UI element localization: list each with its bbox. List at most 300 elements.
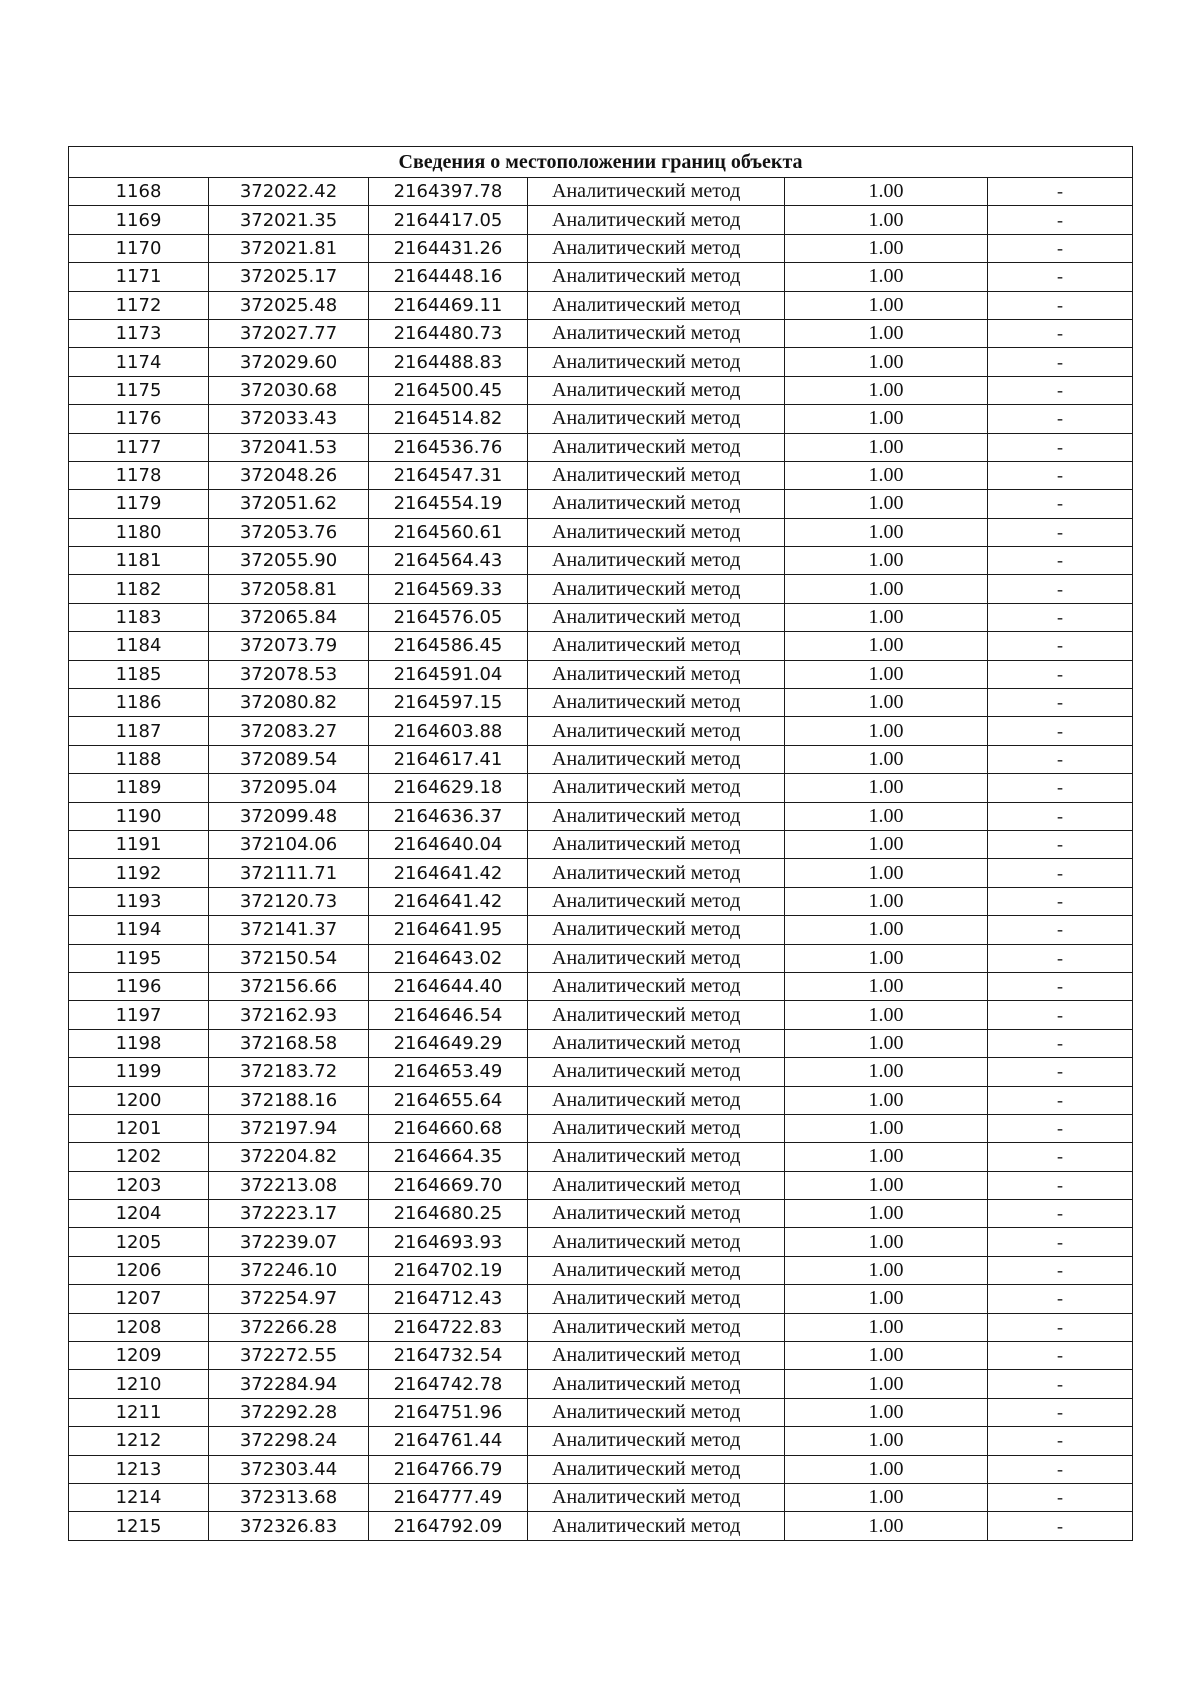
table-row bbox=[69, 206, 1133, 234]
point-number-cell: 1180 bbox=[69, 518, 209, 546]
description-cell: - bbox=[988, 1483, 1133, 1511]
description-cell: - bbox=[988, 887, 1133, 915]
method-cell: Аналитический метод bbox=[528, 178, 785, 206]
method-cell: Аналитический метод bbox=[528, 603, 785, 631]
y-coordinate-cell: 2164417.05 bbox=[369, 206, 528, 234]
table-row bbox=[69, 859, 1133, 887]
description-cell: - bbox=[988, 916, 1133, 944]
description-cell: - bbox=[988, 1058, 1133, 1086]
method-cell: Аналитический метод bbox=[528, 632, 785, 660]
accuracy-cell: 1.00 bbox=[785, 319, 988, 347]
point-number-cell: 1209 bbox=[69, 1342, 209, 1370]
point-number-cell: 1196 bbox=[69, 972, 209, 1000]
point-number-cell: 1212 bbox=[69, 1427, 209, 1455]
method-cell: Аналитический метод bbox=[528, 1114, 785, 1142]
method-cell: Аналитический метод bbox=[528, 348, 785, 376]
table-row bbox=[69, 490, 1133, 518]
point-number-cell: 1204 bbox=[69, 1200, 209, 1228]
description-cell: - bbox=[988, 972, 1133, 1000]
accuracy-cell: 1.00 bbox=[785, 1313, 988, 1341]
description-cell: - bbox=[988, 717, 1133, 745]
x-coordinate-cell: 372030.68 bbox=[209, 376, 369, 404]
x-coordinate-cell: 372083.27 bbox=[209, 717, 369, 745]
y-coordinate-cell: 2164693.93 bbox=[369, 1228, 528, 1256]
y-coordinate-cell: 2164646.54 bbox=[369, 1001, 528, 1029]
accuracy-cell: 1.00 bbox=[785, 178, 988, 206]
y-coordinate-cell: 2164792.09 bbox=[369, 1512, 528, 1540]
table-row bbox=[69, 972, 1133, 1000]
x-coordinate-cell: 372078.53 bbox=[209, 660, 369, 688]
point-number-cell: 1181 bbox=[69, 547, 209, 575]
y-coordinate-cell: 2164649.29 bbox=[369, 1029, 528, 1057]
y-coordinate-cell: 2164469.11 bbox=[369, 291, 528, 319]
y-coordinate-cell: 2164514.82 bbox=[369, 405, 528, 433]
y-coordinate-cell: 2164591.04 bbox=[369, 660, 528, 688]
x-coordinate-cell: 372073.79 bbox=[209, 632, 369, 660]
description-cell: - bbox=[988, 1313, 1133, 1341]
x-coordinate-cell: 372055.90 bbox=[209, 547, 369, 575]
point-number-cell: 1178 bbox=[69, 461, 209, 489]
accuracy-cell: 1.00 bbox=[785, 405, 988, 433]
point-number-cell: 1191 bbox=[69, 830, 209, 858]
x-coordinate-cell: 372025.48 bbox=[209, 291, 369, 319]
point-number-cell: 1168 bbox=[69, 178, 209, 206]
table-row bbox=[69, 1228, 1133, 1256]
description-cell: - bbox=[988, 830, 1133, 858]
y-coordinate-cell: 2164536.76 bbox=[369, 433, 528, 461]
table-title: Сведения о местоположении границ объекта bbox=[69, 147, 1133, 178]
accuracy-cell: 1.00 bbox=[785, 1370, 988, 1398]
method-cell: Аналитический метод bbox=[528, 319, 785, 347]
accuracy-cell: 1.00 bbox=[785, 547, 988, 575]
description-cell: - bbox=[988, 1029, 1133, 1057]
y-coordinate-cell: 2164643.02 bbox=[369, 944, 528, 972]
point-number-cell: 1201 bbox=[69, 1114, 209, 1142]
x-coordinate-cell: 372104.06 bbox=[209, 830, 369, 858]
y-coordinate-cell: 2164397.78 bbox=[369, 178, 528, 206]
x-coordinate-cell: 372027.77 bbox=[209, 319, 369, 347]
x-coordinate-cell: 372141.37 bbox=[209, 916, 369, 944]
point-number-cell: 1176 bbox=[69, 405, 209, 433]
point-number-cell: 1179 bbox=[69, 490, 209, 518]
x-coordinate-cell: 372051.62 bbox=[209, 490, 369, 518]
method-cell: Аналитический метод bbox=[528, 1342, 785, 1370]
table-row bbox=[69, 1086, 1133, 1114]
table-row bbox=[69, 774, 1133, 802]
accuracy-cell: 1.00 bbox=[785, 348, 988, 376]
accuracy-cell: 1.00 bbox=[785, 518, 988, 546]
y-coordinate-cell: 2164777.49 bbox=[369, 1483, 528, 1511]
table-row bbox=[69, 1029, 1133, 1057]
accuracy-cell: 1.00 bbox=[785, 1427, 988, 1455]
method-cell: Аналитический метод bbox=[528, 490, 785, 518]
table-row bbox=[69, 802, 1133, 830]
x-coordinate-cell: 372025.17 bbox=[209, 263, 369, 291]
accuracy-cell: 1.00 bbox=[785, 745, 988, 773]
table-row bbox=[69, 1313, 1133, 1341]
x-coordinate-cell: 372272.55 bbox=[209, 1342, 369, 1370]
x-coordinate-cell: 372298.24 bbox=[209, 1427, 369, 1455]
boundary-coordinates-table bbox=[68, 146, 1133, 1541]
point-number-cell: 1214 bbox=[69, 1483, 209, 1511]
table-row bbox=[69, 1285, 1133, 1313]
description-cell: - bbox=[988, 547, 1133, 575]
accuracy-cell: 1.00 bbox=[785, 1398, 988, 1426]
table-row bbox=[69, 1143, 1133, 1171]
accuracy-cell: 1.00 bbox=[785, 802, 988, 830]
x-coordinate-cell: 372223.17 bbox=[209, 1200, 369, 1228]
point-number-cell: 1215 bbox=[69, 1512, 209, 1540]
description-cell: - bbox=[988, 518, 1133, 546]
point-number-cell: 1206 bbox=[69, 1256, 209, 1284]
table-row bbox=[69, 603, 1133, 631]
accuracy-cell: 1.00 bbox=[785, 717, 988, 745]
x-coordinate-cell: 372254.97 bbox=[209, 1285, 369, 1313]
method-cell: Аналитический метод bbox=[528, 774, 785, 802]
description-cell: - bbox=[988, 1143, 1133, 1171]
table-row bbox=[69, 1427, 1133, 1455]
y-coordinate-cell: 2164641.42 bbox=[369, 859, 528, 887]
description-cell: - bbox=[988, 1342, 1133, 1370]
description-cell: - bbox=[988, 348, 1133, 376]
accuracy-cell: 1.00 bbox=[785, 944, 988, 972]
accuracy-cell: 1.00 bbox=[785, 916, 988, 944]
table-row bbox=[69, 887, 1133, 915]
accuracy-cell: 1.00 bbox=[785, 433, 988, 461]
y-coordinate-cell: 2164431.26 bbox=[369, 234, 528, 262]
point-number-cell: 1210 bbox=[69, 1370, 209, 1398]
y-coordinate-cell: 2164722.83 bbox=[369, 1313, 528, 1341]
y-coordinate-cell: 2164569.33 bbox=[369, 575, 528, 603]
description-cell: - bbox=[988, 859, 1133, 887]
point-number-cell: 1202 bbox=[69, 1143, 209, 1171]
description-cell: - bbox=[988, 405, 1133, 433]
method-cell: Аналитический метод bbox=[528, 1370, 785, 1398]
point-number-cell: 1200 bbox=[69, 1086, 209, 1114]
description-cell: - bbox=[988, 206, 1133, 234]
x-coordinate-cell: 372213.08 bbox=[209, 1171, 369, 1199]
table-row bbox=[69, 1512, 1133, 1540]
accuracy-cell: 1.00 bbox=[785, 632, 988, 660]
accuracy-cell: 1.00 bbox=[785, 575, 988, 603]
accuracy-cell: 1.00 bbox=[785, 1455, 988, 1483]
method-cell: Аналитический метод bbox=[528, 1285, 785, 1313]
x-coordinate-cell: 372058.81 bbox=[209, 575, 369, 603]
point-number-cell: 1170 bbox=[69, 234, 209, 262]
method-cell: Аналитический метод bbox=[528, 1029, 785, 1057]
y-coordinate-cell: 2164603.88 bbox=[369, 717, 528, 745]
accuracy-cell: 1.00 bbox=[785, 461, 988, 489]
point-number-cell: 1213 bbox=[69, 1455, 209, 1483]
point-number-cell: 1186 bbox=[69, 689, 209, 717]
point-number-cell: 1207 bbox=[69, 1285, 209, 1313]
method-cell: Аналитический метод bbox=[528, 1512, 785, 1540]
method-cell: Аналитический метод bbox=[528, 291, 785, 319]
table-row bbox=[69, 916, 1133, 944]
point-number-cell: 1205 bbox=[69, 1228, 209, 1256]
y-coordinate-cell: 2164751.96 bbox=[369, 1398, 528, 1426]
accuracy-cell: 1.00 bbox=[785, 234, 988, 262]
accuracy-cell: 1.00 bbox=[785, 1228, 988, 1256]
table-row bbox=[69, 405, 1133, 433]
point-number-cell: 1199 bbox=[69, 1058, 209, 1086]
x-coordinate-cell: 372111.71 bbox=[209, 859, 369, 887]
y-coordinate-cell: 2164766.79 bbox=[369, 1455, 528, 1483]
table-row bbox=[69, 660, 1133, 688]
x-coordinate-cell: 372292.28 bbox=[209, 1398, 369, 1426]
x-coordinate-cell: 372168.58 bbox=[209, 1029, 369, 1057]
point-number-cell: 1183 bbox=[69, 603, 209, 631]
method-cell: Аналитический метод bbox=[528, 1256, 785, 1284]
x-coordinate-cell: 372021.35 bbox=[209, 206, 369, 234]
y-coordinate-cell: 2164640.04 bbox=[369, 830, 528, 858]
table-row bbox=[69, 1001, 1133, 1029]
x-coordinate-cell: 372156.66 bbox=[209, 972, 369, 1000]
method-cell: Аналитический метод bbox=[528, 689, 785, 717]
point-number-cell: 1208 bbox=[69, 1313, 209, 1341]
description-cell: - bbox=[988, 490, 1133, 518]
accuracy-cell: 1.00 bbox=[785, 603, 988, 631]
table-row bbox=[69, 433, 1133, 461]
method-cell: Аналитический метод bbox=[528, 1228, 785, 1256]
table-row bbox=[69, 1483, 1133, 1511]
accuracy-cell: 1.00 bbox=[785, 1200, 988, 1228]
table-row bbox=[69, 348, 1133, 376]
point-number-cell: 1203 bbox=[69, 1171, 209, 1199]
point-number-cell: 1195 bbox=[69, 944, 209, 972]
description-cell: - bbox=[988, 1228, 1133, 1256]
method-cell: Аналитический метод bbox=[528, 518, 785, 546]
table-row bbox=[69, 717, 1133, 745]
method-cell: Аналитический метод bbox=[528, 405, 785, 433]
accuracy-cell: 1.00 bbox=[785, 1058, 988, 1086]
x-coordinate-cell: 372089.54 bbox=[209, 745, 369, 773]
x-coordinate-cell: 372204.82 bbox=[209, 1143, 369, 1171]
x-coordinate-cell: 372033.43 bbox=[209, 405, 369, 433]
method-cell: Аналитический метод bbox=[528, 1483, 785, 1511]
x-coordinate-cell: 372188.16 bbox=[209, 1086, 369, 1114]
method-cell: Аналитический метод bbox=[528, 1398, 785, 1426]
accuracy-cell: 1.00 bbox=[785, 689, 988, 717]
point-number-cell: 1174 bbox=[69, 348, 209, 376]
description-cell: - bbox=[988, 291, 1133, 319]
x-coordinate-cell: 372099.48 bbox=[209, 802, 369, 830]
point-number-cell: 1192 bbox=[69, 859, 209, 887]
method-cell: Аналитический метод bbox=[528, 433, 785, 461]
x-coordinate-cell: 372246.10 bbox=[209, 1256, 369, 1284]
x-coordinate-cell: 372313.68 bbox=[209, 1483, 369, 1511]
method-cell: Аналитический метод bbox=[528, 1455, 785, 1483]
table-row bbox=[69, 1398, 1133, 1426]
table-row bbox=[69, 1455, 1133, 1483]
accuracy-cell: 1.00 bbox=[785, 291, 988, 319]
method-cell: Аналитический метод bbox=[528, 1427, 785, 1455]
table-row bbox=[69, 376, 1133, 404]
x-coordinate-cell: 372303.44 bbox=[209, 1455, 369, 1483]
table-title-row bbox=[69, 147, 1133, 178]
table-row bbox=[69, 944, 1133, 972]
y-coordinate-cell: 2164653.49 bbox=[369, 1058, 528, 1086]
description-cell: - bbox=[988, 745, 1133, 773]
accuracy-cell: 1.00 bbox=[785, 972, 988, 1000]
method-cell: Аналитический метод bbox=[528, 1200, 785, 1228]
method-cell: Аналитический метод bbox=[528, 745, 785, 773]
description-cell: - bbox=[988, 1455, 1133, 1483]
table-row bbox=[69, 1200, 1133, 1228]
y-coordinate-cell: 2164554.19 bbox=[369, 490, 528, 518]
method-cell: Аналитический метод bbox=[528, 234, 785, 262]
method-cell: Аналитический метод bbox=[528, 263, 785, 291]
table-row bbox=[69, 319, 1133, 347]
point-number-cell: 1188 bbox=[69, 745, 209, 773]
table-row bbox=[69, 178, 1133, 206]
accuracy-cell: 1.00 bbox=[785, 1001, 988, 1029]
point-number-cell: 1172 bbox=[69, 291, 209, 319]
table-row bbox=[69, 745, 1133, 773]
method-cell: Аналитический метод bbox=[528, 972, 785, 1000]
method-cell: Аналитический метод bbox=[528, 547, 785, 575]
point-number-cell: 1184 bbox=[69, 632, 209, 660]
x-coordinate-cell: 372326.83 bbox=[209, 1512, 369, 1540]
accuracy-cell: 1.00 bbox=[785, 206, 988, 234]
accuracy-cell: 1.00 bbox=[785, 1029, 988, 1057]
y-coordinate-cell: 2164660.68 bbox=[369, 1114, 528, 1142]
y-coordinate-cell: 2164597.15 bbox=[369, 689, 528, 717]
method-cell: Аналитический метод bbox=[528, 802, 785, 830]
table-row bbox=[69, 234, 1133, 262]
accuracy-cell: 1.00 bbox=[785, 660, 988, 688]
description-cell: - bbox=[988, 1285, 1133, 1313]
y-coordinate-cell: 2164742.78 bbox=[369, 1370, 528, 1398]
y-coordinate-cell: 2164664.35 bbox=[369, 1143, 528, 1171]
x-coordinate-cell: 372041.53 bbox=[209, 433, 369, 461]
point-number-cell: 1198 bbox=[69, 1029, 209, 1057]
table-row bbox=[69, 518, 1133, 546]
table-row bbox=[69, 1114, 1133, 1142]
x-coordinate-cell: 372284.94 bbox=[209, 1370, 369, 1398]
x-coordinate-cell: 372150.54 bbox=[209, 944, 369, 972]
table-row bbox=[69, 263, 1133, 291]
accuracy-cell: 1.00 bbox=[785, 376, 988, 404]
x-coordinate-cell: 372048.26 bbox=[209, 461, 369, 489]
x-coordinate-cell: 372197.94 bbox=[209, 1114, 369, 1142]
x-coordinate-cell: 372095.04 bbox=[209, 774, 369, 802]
method-cell: Аналитический метод bbox=[528, 1143, 785, 1171]
description-cell: - bbox=[988, 319, 1133, 347]
description-cell: - bbox=[988, 178, 1133, 206]
description-cell: - bbox=[988, 632, 1133, 660]
table-row bbox=[69, 461, 1133, 489]
y-coordinate-cell: 2164480.73 bbox=[369, 319, 528, 347]
y-coordinate-cell: 2164761.44 bbox=[369, 1427, 528, 1455]
method-cell: Аналитический метод bbox=[528, 830, 785, 858]
description-cell: - bbox=[988, 660, 1133, 688]
description-cell: - bbox=[988, 603, 1133, 631]
method-cell: Аналитический метод bbox=[528, 1313, 785, 1341]
y-coordinate-cell: 2164448.16 bbox=[369, 263, 528, 291]
y-coordinate-cell: 2164712.43 bbox=[369, 1285, 528, 1313]
description-cell: - bbox=[988, 1370, 1133, 1398]
method-cell: Аналитический метод bbox=[528, 916, 785, 944]
table-row bbox=[69, 1256, 1133, 1284]
accuracy-cell: 1.00 bbox=[785, 1483, 988, 1511]
description-cell: - bbox=[988, 689, 1133, 717]
y-coordinate-cell: 2164586.45 bbox=[369, 632, 528, 660]
description-cell: - bbox=[988, 802, 1133, 830]
accuracy-cell: 1.00 bbox=[785, 490, 988, 518]
accuracy-cell: 1.00 bbox=[785, 774, 988, 802]
x-coordinate-cell: 372080.82 bbox=[209, 689, 369, 717]
y-coordinate-cell: 2164500.45 bbox=[369, 376, 528, 404]
description-cell: - bbox=[988, 774, 1133, 802]
description-cell: - bbox=[988, 433, 1133, 461]
point-number-cell: 1190 bbox=[69, 802, 209, 830]
method-cell: Аналитический метод bbox=[528, 660, 785, 688]
method-cell: Аналитический метод bbox=[528, 575, 785, 603]
method-cell: Аналитический метод bbox=[528, 717, 785, 745]
point-number-cell: 1169 bbox=[69, 206, 209, 234]
accuracy-cell: 1.00 bbox=[785, 1114, 988, 1142]
point-number-cell: 1171 bbox=[69, 263, 209, 291]
point-number-cell: 1177 bbox=[69, 433, 209, 461]
point-number-cell: 1193 bbox=[69, 887, 209, 915]
method-cell: Аналитический метод bbox=[528, 1001, 785, 1029]
point-number-cell: 1182 bbox=[69, 575, 209, 603]
y-coordinate-cell: 2164576.05 bbox=[369, 603, 528, 631]
accuracy-cell: 1.00 bbox=[785, 887, 988, 915]
description-cell: - bbox=[988, 234, 1133, 262]
description-cell: - bbox=[988, 1171, 1133, 1199]
description-cell: - bbox=[988, 1398, 1133, 1426]
y-coordinate-cell: 2164655.64 bbox=[369, 1086, 528, 1114]
table-row bbox=[69, 291, 1133, 319]
x-coordinate-cell: 372183.72 bbox=[209, 1058, 369, 1086]
method-cell: Аналитический метод bbox=[528, 859, 785, 887]
table-row bbox=[69, 689, 1133, 717]
point-number-cell: 1189 bbox=[69, 774, 209, 802]
y-coordinate-cell: 2164669.70 bbox=[369, 1171, 528, 1199]
table-row bbox=[69, 632, 1133, 660]
x-coordinate-cell: 372021.81 bbox=[209, 234, 369, 262]
y-coordinate-cell: 2164641.95 bbox=[369, 916, 528, 944]
y-coordinate-cell: 2164560.61 bbox=[369, 518, 528, 546]
accuracy-cell: 1.00 bbox=[785, 1285, 988, 1313]
accuracy-cell: 1.00 bbox=[785, 1342, 988, 1370]
description-cell: - bbox=[988, 1001, 1133, 1029]
method-cell: Аналитический метод bbox=[528, 461, 785, 489]
method-cell: Аналитический метод bbox=[528, 376, 785, 404]
description-cell: - bbox=[988, 575, 1133, 603]
description-cell: - bbox=[988, 944, 1133, 972]
x-coordinate-cell: 372029.60 bbox=[209, 348, 369, 376]
y-coordinate-cell: 2164644.40 bbox=[369, 972, 528, 1000]
x-coordinate-cell: 372162.93 bbox=[209, 1001, 369, 1029]
table-row bbox=[69, 547, 1133, 575]
accuracy-cell: 1.00 bbox=[785, 1171, 988, 1199]
table-row bbox=[69, 1342, 1133, 1370]
description-cell: - bbox=[988, 1086, 1133, 1114]
description-cell: - bbox=[988, 1427, 1133, 1455]
point-number-cell: 1187 bbox=[69, 717, 209, 745]
y-coordinate-cell: 2164629.18 bbox=[369, 774, 528, 802]
y-coordinate-cell: 2164617.41 bbox=[369, 745, 528, 773]
x-coordinate-cell: 372053.76 bbox=[209, 518, 369, 546]
accuracy-cell: 1.00 bbox=[785, 1143, 988, 1171]
description-cell: - bbox=[988, 263, 1133, 291]
y-coordinate-cell: 2164702.19 bbox=[369, 1256, 528, 1284]
accuracy-cell: 1.00 bbox=[785, 1086, 988, 1114]
y-coordinate-cell: 2164732.54 bbox=[369, 1342, 528, 1370]
